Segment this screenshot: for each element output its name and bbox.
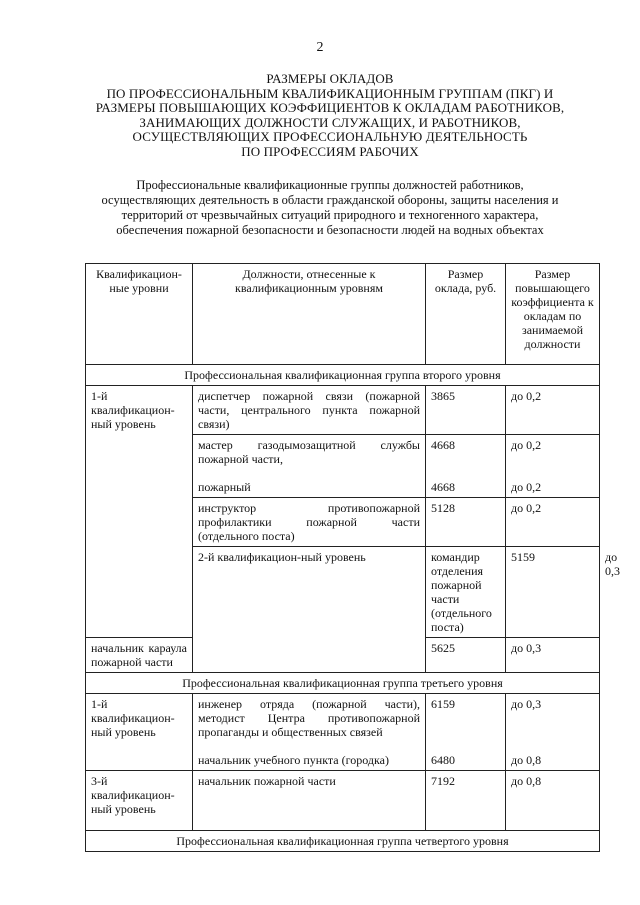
title-line: ОСУЩЕСТВЛЯЮЩИХ ПРОФЕССИОНАЛЬНУЮ ДЕЯТЕЛЬНОСТЬ — [132, 129, 528, 144]
group-title: Профессиональная квалификационная группа третьего уровня — [86, 673, 600, 694]
level-label: 3-й квалификацион-ный уровень — [86, 771, 193, 831]
page-number: 2 — [316, 40, 324, 55]
position-cell: начальник караула пожарной части — [86, 638, 193, 673]
position-cell: мастер газодымозащитной службы пожарной части, пожарный — [193, 435, 426, 498]
title-line: ПО ПРОФЕССИЯМ РАБОЧИХ — [241, 143, 419, 159]
coefficient-cell: до 0,8 — [506, 771, 600, 831]
salary-cell: 5128 — [426, 498, 506, 547]
salary-cell: 5159 — [506, 547, 600, 638]
salary-cell: 3865 — [426, 386, 506, 435]
salary-cell: 5625 — [426, 638, 506, 673]
title-line: РАЗМЕРЫ ОКЛАДОВ — [266, 71, 394, 86]
position-cell: инструктор противопожарной профилактики пожарной части (отдельного поста) — [193, 498, 426, 547]
table-row — [86, 771, 600, 831]
group-row — [86, 365, 600, 386]
position-cell: инженер отряда (пожарной части), методист Центра противопожарной пропаганды и общественных связей начальник учебного пункта (городка) — [193, 694, 426, 771]
coefficient-cell: до 0,2 — [506, 386, 600, 435]
level-label: 2-й квалификацион-ный уровень — [193, 547, 426, 673]
group-title: Профессиональная квалификационная группа четвертого уровня — [86, 831, 600, 852]
table-header-row — [86, 264, 600, 365]
group-title: Профессиональная квалификационная группа второго уровня — [86, 365, 600, 386]
table-row — [86, 386, 600, 435]
group-row — [86, 831, 600, 852]
header-positions: Должности, отнесенные к квалификационным уровням — [193, 264, 426, 365]
subtitle-line: осуществляющих деятельность в области гражданской обороны, защиты населения и — [101, 193, 559, 207]
coefficient-cell: до 0,3 до 0,8 — [506, 694, 600, 771]
document-title — [70, 72, 590, 159]
table-row — [86, 694, 600, 771]
position-cell: командир отделения пожарной части (отдельного поста) — [426, 547, 506, 638]
title-line: ЗАНИМАЮЩИХ ДОЛЖНОСТИ СЛУЖАЩИХ, И РАБОТНИКОВ, — [139, 114, 521, 130]
salary-table — [85, 263, 620, 852]
position-cell: диспетчер пожарной связи (пожарной части, центрального пункта пожарной связи) — [193, 386, 426, 435]
coefficient-cell: до 0,3 — [506, 638, 600, 673]
salary-cell: 4668 4668 — [426, 435, 506, 498]
level-label: 1-й квалификацион-ный уровень — [86, 386, 193, 638]
level-label: 1-й квалификацион-ный уровень — [86, 694, 193, 771]
subtitle-line: обеспечения пожарной безопасности и безопасности людей на водных объектах — [116, 223, 544, 237]
table-row: 2-й квалификацион-ный уровень командир отделения пожарной части (отдельного поста) 5159 до 0,3 — [86, 547, 600, 638]
coefficient-cell: до 0,2 — [506, 498, 600, 547]
salary-cell: 6159 6480 — [426, 694, 506, 771]
header-salary: Размер оклада, руб. — [426, 264, 506, 365]
document-subtitle — [80, 178, 580, 238]
subtitle-line: территорий от чрезвычайных ситуаций природного и техногенного характера, — [121, 208, 539, 222]
header-level: Квалификацион-ные уровни — [86, 264, 193, 365]
group-row — [86, 673, 600, 694]
position-cell: начальник пожарной части — [193, 771, 426, 831]
header-coefficient: Размер повышающего коэффициента к окладам по занимаемой должности — [506, 264, 600, 365]
subtitle-line: Профессиональные квалификационные группы должностей работников, — [136, 178, 524, 192]
title-line: ПО ПРОФЕССИОНАЛЬНЫМ КВАЛИФИКАЦИОННЫМ ГРУППАМ (ПКГ) И — [106, 85, 554, 101]
salary-cell: 7192 — [426, 771, 506, 831]
coefficient-cell: до 0,2 до 0,2 — [506, 435, 600, 498]
title-line: РАЗМЕРЫ ПОВЫШАЮЩИХ КОЭФФИЦИЕНТОВ К ОКЛАДАМ РАБОТНИКОВ, — [95, 100, 565, 115]
